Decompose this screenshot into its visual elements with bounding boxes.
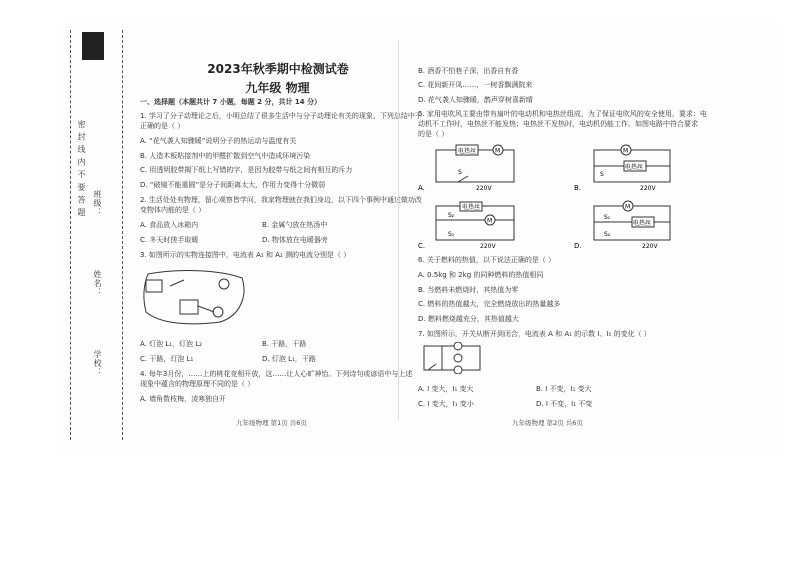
q7-option-a: A. I 变大，I₁ 变大 [418, 385, 474, 393]
q5-line3: 的是（ ） [418, 130, 449, 138]
q7-option-d: D. I 不变，I₁ 不变 [536, 400, 593, 408]
q5-d-switch2-label: S₂ [604, 231, 611, 238]
q5-b-switch-label: S [600, 171, 604, 178]
q5-b-heater-label: 电热丝 [625, 164, 644, 171]
left-page-footer: 九年级物理 第1页 共6页 [236, 419, 307, 427]
q5-d-switch1-label: S₁ [604, 214, 611, 221]
binding-line-outer [70, 30, 71, 440]
q5-option-b: B. [574, 184, 582, 192]
black-marker [82, 32, 104, 60]
q3-option-c: C. 干路，灯泡 L₁ [140, 355, 194, 363]
binding-strip [62, 30, 132, 440]
q2-option-b: B. 金属勺放在热汤中 [262, 221, 328, 229]
q3-option-d: D. 灯泡 L₁，干路 [262, 355, 316, 363]
q1-line2: 正确的是（ ） [140, 122, 185, 130]
q5-circuit-d [570, 200, 680, 250]
q3-option-a: A. 灯泡 L₁，灯泡 L₂ [140, 340, 202, 348]
q5-circuit-a [418, 142, 528, 192]
right-page-footer: 九年级物理 第2页 共6页 [512, 419, 583, 427]
q1-option-a: A. “花气袭人知骤暖”说明分子的热运动与温度有关 [140, 137, 297, 145]
q5-a-motor-label: M [495, 147, 501, 155]
q1-option-c: C. 用透明胶带揭下纸上写错的字，是因为胶带与纸之间有相互的斥力 [140, 166, 353, 174]
q4-line2: 现象中蕴含的物理原理不同的是（ ） [140, 380, 255, 388]
q4-option-c: C. 花间新开凤……，一树香飘满院来 [418, 81, 533, 89]
q2-line1: 2. 生活处处有物理，留心观察皆学问，我家物理就在我们身边，以下四个事例中通过做功改 [140, 196, 422, 204]
seal-text: 密 封 线 内 不 要 答 题 [77, 120, 86, 217]
q5-option-c: C. [418, 242, 426, 250]
q3-line1: 3. 如图所示的实物连接图中，电流表 A₁ 和 A₂ 测的电流分别是（ ） [140, 251, 351, 259]
q2-line2: 变物体内能的是（ ） [140, 206, 206, 214]
q2-option-c: C. 冬天时搓手取暖 [140, 236, 199, 244]
exam-subtitle: 九年级 物理 [245, 81, 310, 95]
q5-d-heater-label: 电热丝 [633, 220, 652, 227]
q7-option-c: C. I 变大，I₁ 变小 [418, 400, 474, 408]
q4-line1: 4. 每年3月份，……上的桃花竞相开放，这……让人心旷神怡。下列诗句或谚语中与上述 [140, 370, 413, 378]
q5-option-d: D. [574, 242, 582, 250]
q5-d-voltage-label: 220V [642, 243, 658, 250]
q5-a-heater-label: 电热丝 [458, 148, 477, 155]
name-label: 姓名： [93, 270, 102, 297]
page-divider [398, 40, 399, 420]
q5-circuit-b [570, 142, 680, 192]
q5-c-voltage-label: 220V [480, 243, 496, 250]
q5-option-a: A. [418, 184, 425, 192]
q6-option-a: A. 0.5kg 和 2kg 的同种燃料的热值相同 [418, 271, 544, 279]
q5-line1: 5. 家用电吹风主要由带有扇叶的电动机和电热丝组成，为了保证电吹风的安全使用，要求：电 [418, 110, 707, 118]
q1-option-d: D. “破镜不能重圆”是分子间距离太大，作用力变得十分微弱 [140, 181, 326, 189]
q6-option-d: D. 燃料燃烧越充分，其热值越大 [418, 315, 519, 323]
q7-line1: 7. 如图所示，开关从断开到闭合，电流表 A 和 A₁ 的示数 I、I₁ 的变化（ ） [418, 330, 651, 338]
q7-option-b: B. I 不变，I₁ 变大 [536, 385, 592, 393]
q4-option-d: D. 花气袭人知骤暖，鹊声穿树喜新晴 [418, 96, 533, 104]
q5-line2: 动机不工作时，电热丝不能发热；电热丝不发热时，电动机仍能工作。如图电路中符合要求 [418, 120, 698, 128]
q6-option-c: C. 燃料的热值越大，完全燃烧放出的热量越多 [418, 300, 561, 308]
class-label: 班级： [93, 190, 102, 217]
q5-circuit-c [418, 200, 528, 250]
q6-line1: 6. 关于燃料的热值，以下说法正确的是（ ） [418, 256, 556, 264]
q4-option-b: B. 酒香不怕巷子深，出香自有香 [418, 67, 519, 75]
q3-circuit-diagram [140, 266, 250, 328]
q2-option-a: A. 食品放入冰箱内 [140, 221, 199, 229]
q5-c-switch1-label: S₁ [448, 231, 455, 238]
q7-circuit-diagram [418, 342, 488, 374]
q5-c-motor-label: M [487, 217, 493, 225]
q3-option-b: B. 干路，干路 [262, 340, 307, 348]
q5-c-heater-label: 电热丝 [462, 204, 481, 211]
q6-option-b: B. 当燃料未燃烧时，其热值为零 [418, 286, 519, 294]
section-heading: 一、选择题（本题共计 7 小题，每题 2 分，共计 14 分） [140, 98, 322, 106]
q5-c-switch2-label: S₂ [448, 212, 455, 219]
q1-line1: 1. 学习了分子动理论之后，小明总结了很多生活中与分子动理论有关的现象，下列总结中不 [140, 112, 422, 120]
q5-d-motor-label: M [625, 203, 631, 211]
school-label: 学校： [93, 350, 102, 377]
binding-line-inner [122, 30, 123, 440]
q4-option-a: A. 墙角数枝梅，凌寒独自开 [140, 395, 227, 403]
exam-title: 2023年秋季期中检测试卷 [207, 62, 349, 76]
q5-a-voltage-label: 220V [476, 185, 492, 192]
q5-b-voltage-label: 220V [640, 185, 656, 192]
q2-option-d: D. 物体放在电暖器旁 [262, 236, 328, 244]
q5-a-switch-label: S [458, 169, 462, 176]
q5-b-motor-label: M [623, 147, 629, 155]
q1-option-b: B. 人造木板粘接剂中的甲醛扩散到空气中造成环境污染 [140, 152, 311, 160]
